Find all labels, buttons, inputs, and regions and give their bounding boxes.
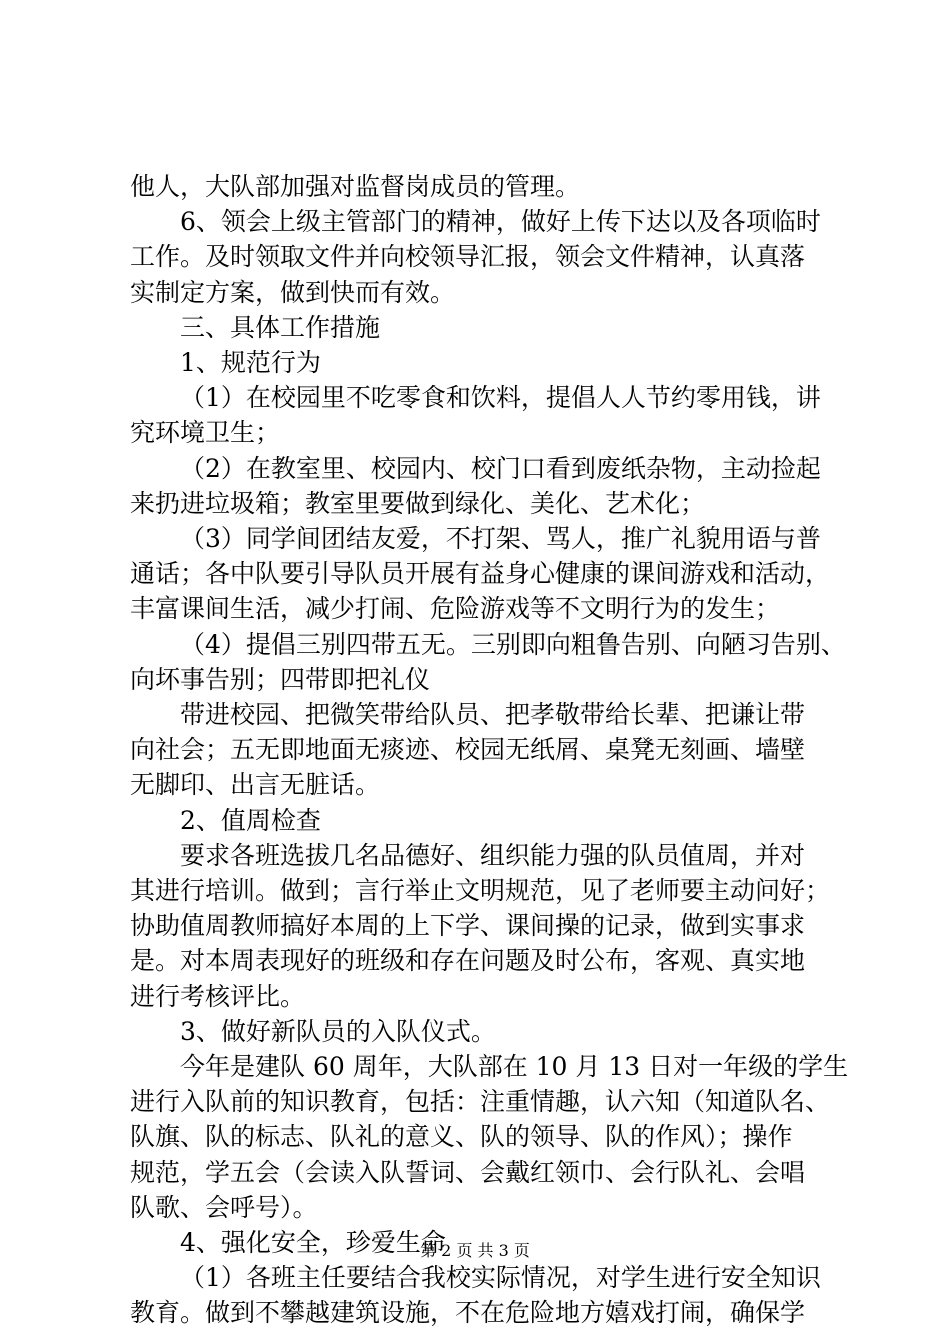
text-line: 教育。做到不攀越建筑设施，不在危险地方嬉戏打闹，确保学: [130, 1298, 806, 1328]
text-line: 其进行培训。做到；言行举止文明规范，见了老师要主动问好；: [130, 876, 831, 905]
text-line: 要求各班选拔几名品德好、组织能力强的队员值周，并对: [180, 840, 806, 870]
page-footer: 第 2 页 共 3 页: [420, 1241, 530, 1260]
text-line: 1、规范行为: [180, 348, 321, 377]
text-line: 规范，学五会（会读入队誓词、会戴红领巾、会行队礼、会唱: [130, 1157, 806, 1187]
text-line: （3）同学间团结友爱，不打架、骂人，推广礼貌用语与普: [180, 524, 821, 553]
text-line: 通话；各中队要引导队员开展有益身心健康的课间游戏和活动，: [130, 559, 831, 589]
text-line: 实制定方案，做到快而有效。: [130, 277, 456, 307]
text-line: （2）在教室里、校园内、校门口看到废纸杂物，主动捡起: [180, 453, 821, 483]
text-line: 带进校园、把微笑带给队员、把孝敬带给长辈、把谦让带: [180, 700, 806, 729]
text-line: 是。对本周表现好的班级和存在问题及时公布，客观、真实地: [130, 946, 806, 976]
text-line: 无脚印、出言无脏话。: [130, 770, 381, 800]
text-line: （1）各班主任要结合我校实际情况，对学生进行安全知识: [180, 1263, 821, 1293]
text-line: （4）提倡三别四带五无。三别即向粗鲁告别、向陋习告别、: [180, 629, 846, 659]
text-line: 来扔进垃圾箱；教室里要做到绿化、美化、艺术化；: [130, 488, 706, 518]
text-line: 究环境卫生；: [130, 418, 281, 448]
text-line: 向坏事告别；四带即把礼仪: [130, 664, 431, 694]
text-line: 工作。及时领取文件并向校领导汇报，领会文件精神，认真落: [130, 242, 806, 272]
text-line: 协助值周教师搞好本周的上下学、课间操的记录，做到实事求: [130, 911, 806, 941]
text-line: 今年是建队 60 周年，大队部在 10 月 13 日对一年级的学生: [180, 1052, 849, 1081]
text-line: 4、强化安全，珍爱生命: [180, 1228, 446, 1257]
text-line: 丰富课间生活，减少打闹、危险游戏等不文明行为的发生；: [130, 594, 781, 624]
text-line: （1）在校园里不吃零食和饮料，提倡人人节约零用钱，讲: [180, 383, 821, 413]
text-line: 进行考核评比。: [130, 981, 306, 1011]
text-line: 队旗、队的标志、队礼的意义、队的领导、队的作风）；操作: [130, 1122, 793, 1152]
text-line: 队歌、会呼号）。: [130, 1192, 318, 1222]
text-line: 3、做好新队员的入队仪式。: [180, 1016, 496, 1046]
text-line: 2、值周检查: [180, 805, 321, 835]
text-line: 三、具体工作措施: [180, 312, 381, 342]
text-line: 向社会；五无即地面无痰迹、校园无纸屑、桌凳无刻画、墙壁: [130, 735, 806, 765]
text-line: 进行入队前的知识教育，包括：注重情趣，认六知（知道队名、: [130, 1087, 831, 1117]
text-line: 他人，大队部加强对监督岗成员的管理。: [130, 172, 581, 201]
text-line: 6、领会上级主管部门的精神，做好上传下达以及各项临时: [180, 207, 821, 237]
